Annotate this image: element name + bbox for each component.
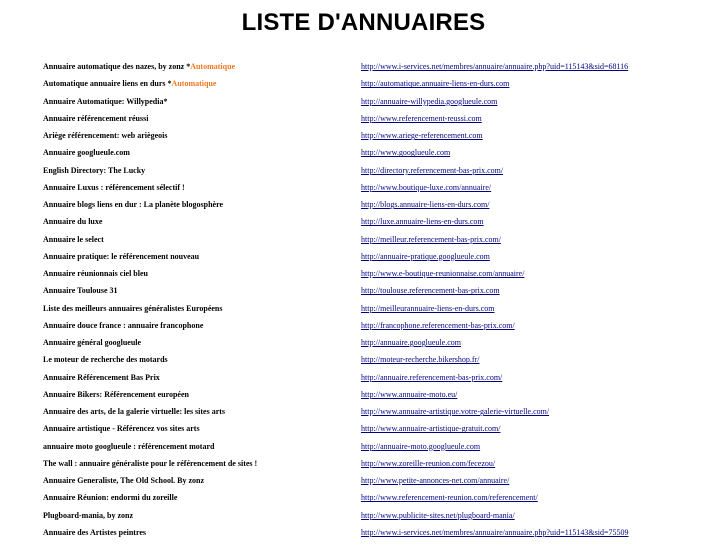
directory-name: annuaire moto googlueule : référencement motard — [43, 441, 215, 451]
directory-link[interactable]: http://annuaire-pratique.googlueule.com — [361, 251, 490, 261]
directory-row — [43, 58, 628, 75]
directory-name-cell — [43, 438, 361, 455]
directory-row — [43, 127, 628, 144]
directory-link-cell — [361, 213, 628, 230]
directory-link[interactable]: http://luxe.annuaire-liens-en-durs.com — [361, 217, 484, 227]
directory-link-cell — [361, 75, 628, 92]
directory-name: Annuaire pratique: le référencement nouveau — [43, 251, 200, 261]
directory-row — [43, 420, 628, 437]
directory-link-cell — [361, 231, 628, 248]
directory-link[interactable]: http://francophone.referencement-bas-prix.com/ — [361, 320, 515, 330]
directory-name-cell — [43, 403, 361, 420]
directory-row — [43, 386, 628, 403]
directory-name: Annuaire automatique des nazes, by zonz * — [43, 62, 191, 72]
directory-link-cell — [361, 196, 628, 213]
directory-name: Annuaire douce france : annuaire francophone — [43, 320, 204, 330]
directory-link-cell — [361, 524, 628, 541]
directory-name-cell — [43, 75, 361, 92]
directory-name: Annuaire Luxus : référencement sélectif ! — [43, 182, 185, 192]
directory-row — [43, 455, 628, 472]
directory-name: English Directory: The Lucky — [43, 165, 146, 175]
directory-list — [43, 58, 628, 541]
directory-link-cell — [361, 300, 628, 317]
directory-link-cell — [361, 265, 628, 282]
directory-name-cell — [43, 317, 361, 334]
directory-name-cell — [43, 179, 361, 196]
directory-link-cell — [361, 282, 628, 299]
directory-name: Annuaire le select — [43, 234, 104, 244]
directory-link-cell — [361, 507, 628, 524]
directory-link[interactable]: http://www.i-services.net/membres/annuaire/annuaire.php?uid=115143&sid=68116 — [361, 62, 629, 72]
directory-name-cell — [43, 472, 361, 489]
directory-name-cell — [43, 420, 361, 437]
directory-link[interactable]: http://meilleurannuaire-liens-en-durs.com — [361, 303, 495, 313]
directory-name: Ariège référencement: web ariègeois — [43, 131, 168, 141]
directory-link[interactable]: http://annuaire.googlueule.com — [361, 338, 461, 348]
directory-link-cell — [361, 438, 628, 455]
directory-name-cell — [43, 265, 361, 282]
directory-name-cell — [43, 196, 361, 213]
directory-link[interactable]: http://directory.referencement-bas-prix.com/ — [361, 165, 504, 175]
directory-link[interactable]: http://www.e-boutique-reunionnaise.com/annuaire/ — [361, 269, 525, 279]
directory-name: Annuaire des Artistes peintres — [43, 527, 147, 537]
directory-link-cell — [361, 351, 628, 368]
directory-name: Annuaire Réunion: endormi du zoreille — [43, 493, 178, 503]
directory-row — [43, 265, 628, 282]
directory-link-cell — [361, 162, 628, 179]
directory-link[interactable]: http://annuaire.referencement-bas-prix.com/ — [361, 372, 503, 382]
directory-name-cell — [43, 93, 361, 110]
directory-link[interactable]: http://www.ariege-referencement.com — [361, 131, 483, 141]
directory-row — [43, 110, 628, 127]
directory-name-cell — [43, 524, 361, 541]
directory-name-cell — [43, 369, 361, 386]
directory-name: Annuaire Référencement Bas Prix — [43, 372, 160, 382]
directory-link[interactable]: http://annuaire-willypedia.googlueule.com — [361, 96, 498, 106]
directory-name: Annuaire artistique - Référencez vos sites arts — [43, 424, 200, 434]
directory-name-cell — [43, 334, 361, 351]
directory-link-cell — [361, 58, 628, 75]
directory-name-cell — [43, 144, 361, 161]
directory-link[interactable]: http://toulouse.referencement-bas-prix.com — [361, 286, 500, 296]
directory-rows — [43, 58, 628, 541]
directory-name: Automatique annuaire liens en durs * — [43, 79, 172, 89]
directory-name-cell — [43, 386, 361, 403]
directory-name-cell — [43, 507, 361, 524]
directory-link[interactable]: http://annuaire-moto.googlueule.com — [361, 441, 481, 451]
directory-name-cell — [43, 248, 361, 265]
directory-row — [43, 317, 628, 334]
directory-row — [43, 334, 628, 351]
directory-link-cell — [361, 317, 628, 334]
directory-row — [43, 438, 628, 455]
directory-link-cell — [361, 420, 628, 437]
directory-name: The wall : annuaire généraliste pour le référencement de sites ! — [43, 458, 258, 468]
directory-name-cell — [43, 110, 361, 127]
directory-link[interactable]: http://moteur-recherche.bikershop.fr/ — [361, 355, 480, 365]
directory-row — [43, 196, 628, 213]
directory-row — [43, 231, 628, 248]
directory-name-cell — [43, 213, 361, 230]
directory-link[interactable]: http://automatique.annuaire-liens-en-durs.com — [361, 79, 510, 89]
directory-name: Annuaire des arts, de la galerie virtuelle: les sites arts — [43, 407, 226, 417]
automatique-tag: Automatique — [171, 79, 217, 89]
directory-name-cell — [43, 162, 361, 179]
directory-name-cell — [43, 489, 361, 506]
directory-link[interactable]: http://www.boutique-luxe.com/annuaire/ — [361, 182, 492, 192]
directory-name: Plugboard-mania, by zonz — [43, 510, 134, 520]
directory-link[interactable]: http://www.annuaire-artistique-gratuit.com/ — [361, 424, 501, 434]
directory-link-cell — [361, 472, 628, 489]
directory-link[interactable]: http://www.zoreille-reunion.com/fecezou/ — [361, 458, 496, 468]
directory-link-cell — [361, 248, 628, 265]
directory-row — [43, 248, 628, 265]
directory-row — [43, 300, 628, 317]
directory-link-cell — [361, 334, 628, 351]
directory-row — [43, 472, 628, 489]
directory-row — [43, 489, 628, 506]
directory-name-cell — [43, 282, 361, 299]
directory-name-cell — [43, 58, 361, 75]
directory-link-cell — [361, 369, 628, 386]
directory-link[interactable]: http://www.petite-annonces-net.com/annuaire/ — [361, 476, 510, 486]
directory-name-cell — [43, 300, 361, 317]
directory-name: Annuaire référencement réussi — [43, 113, 149, 123]
directory-link[interactable]: http://www.referencement-reunion.com/referencement/ — [361, 493, 538, 503]
directory-link[interactable]: http://www.publicite-sites.net/plugboard-mania/ — [361, 510, 515, 520]
directory-link-cell — [361, 386, 628, 403]
directory-name: Annuaire Bikers: Référencement européen — [43, 389, 189, 399]
directory-row — [43, 93, 628, 110]
directory-name: Annuaire blogs liens en dur : La planète blogosphère — [43, 200, 224, 210]
directory-link[interactable]: http://meilleur.referencement-bas-prix.com/ — [361, 234, 501, 244]
directory-name: Le moteur de recherche des motards — [43, 355, 168, 365]
directory-name: Annuaire Generaliste, The Old School. By zonz — [43, 476, 205, 486]
directory-row — [43, 144, 628, 161]
directory-link-cell — [361, 403, 628, 420]
directory-link-cell — [361, 127, 628, 144]
directory-name: Annuaire du luxe — [43, 217, 103, 227]
directory-link-cell — [361, 455, 628, 472]
directory-link[interactable]: http://www.googlueule.com — [361, 148, 451, 158]
directory-name-cell — [43, 351, 361, 368]
directory-link[interactable]: http://blogs.annuaire-liens-en-durs.com/ — [361, 200, 490, 210]
directory-link-cell — [361, 110, 628, 127]
directory-row — [43, 524, 628, 541]
directory-row — [43, 403, 628, 420]
directory-row — [43, 507, 628, 524]
directory-link[interactable]: http://www.referencement-reussi.com — [361, 113, 482, 123]
directory-row — [43, 351, 628, 368]
automatique-tag: Automatique — [190, 62, 236, 72]
directory-row — [43, 213, 628, 230]
directory-row — [43, 179, 628, 196]
directory-link-cell — [361, 93, 628, 110]
directory-name-cell — [43, 127, 361, 144]
directory-link-cell — [361, 179, 628, 196]
page-title: LISTE D'ANNUAIRES — [241, 9, 486, 36]
directory-link-cell — [361, 489, 628, 506]
directory-name: Annuaire googlueule.com — [43, 148, 130, 158]
directory-link[interactable]: http://www.i-services.net/membres/annuaire/annuaire.php?uid=115143&sid=75509 — [361, 527, 629, 537]
directory-link[interactable]: http://www.annuaire-moto.eu/ — [361, 389, 458, 399]
directory-row — [43, 75, 628, 92]
directory-row — [43, 369, 628, 386]
directory-link-cell — [361, 144, 628, 161]
directory-row — [43, 282, 628, 299]
directory-name-cell — [43, 231, 361, 248]
directory-row — [43, 162, 628, 179]
directory-name-cell — [43, 455, 361, 472]
directory-link[interactable]: http://www.annuaire-artistique.votre-galerie-virtuelle.com/ — [361, 407, 550, 417]
directory-name: Annuaire général googlueule — [43, 338, 142, 348]
directory-name: Annuaire Toulouse 31 — [43, 286, 118, 296]
directory-name: Annuaire réunionnais ciel bleu — [43, 269, 148, 279]
directory-name: Annuaire Automatique: Willypedia* — [43, 96, 168, 106]
directory-name: Liste des meilleurs annuaires généralistes Européens — [43, 303, 223, 313]
